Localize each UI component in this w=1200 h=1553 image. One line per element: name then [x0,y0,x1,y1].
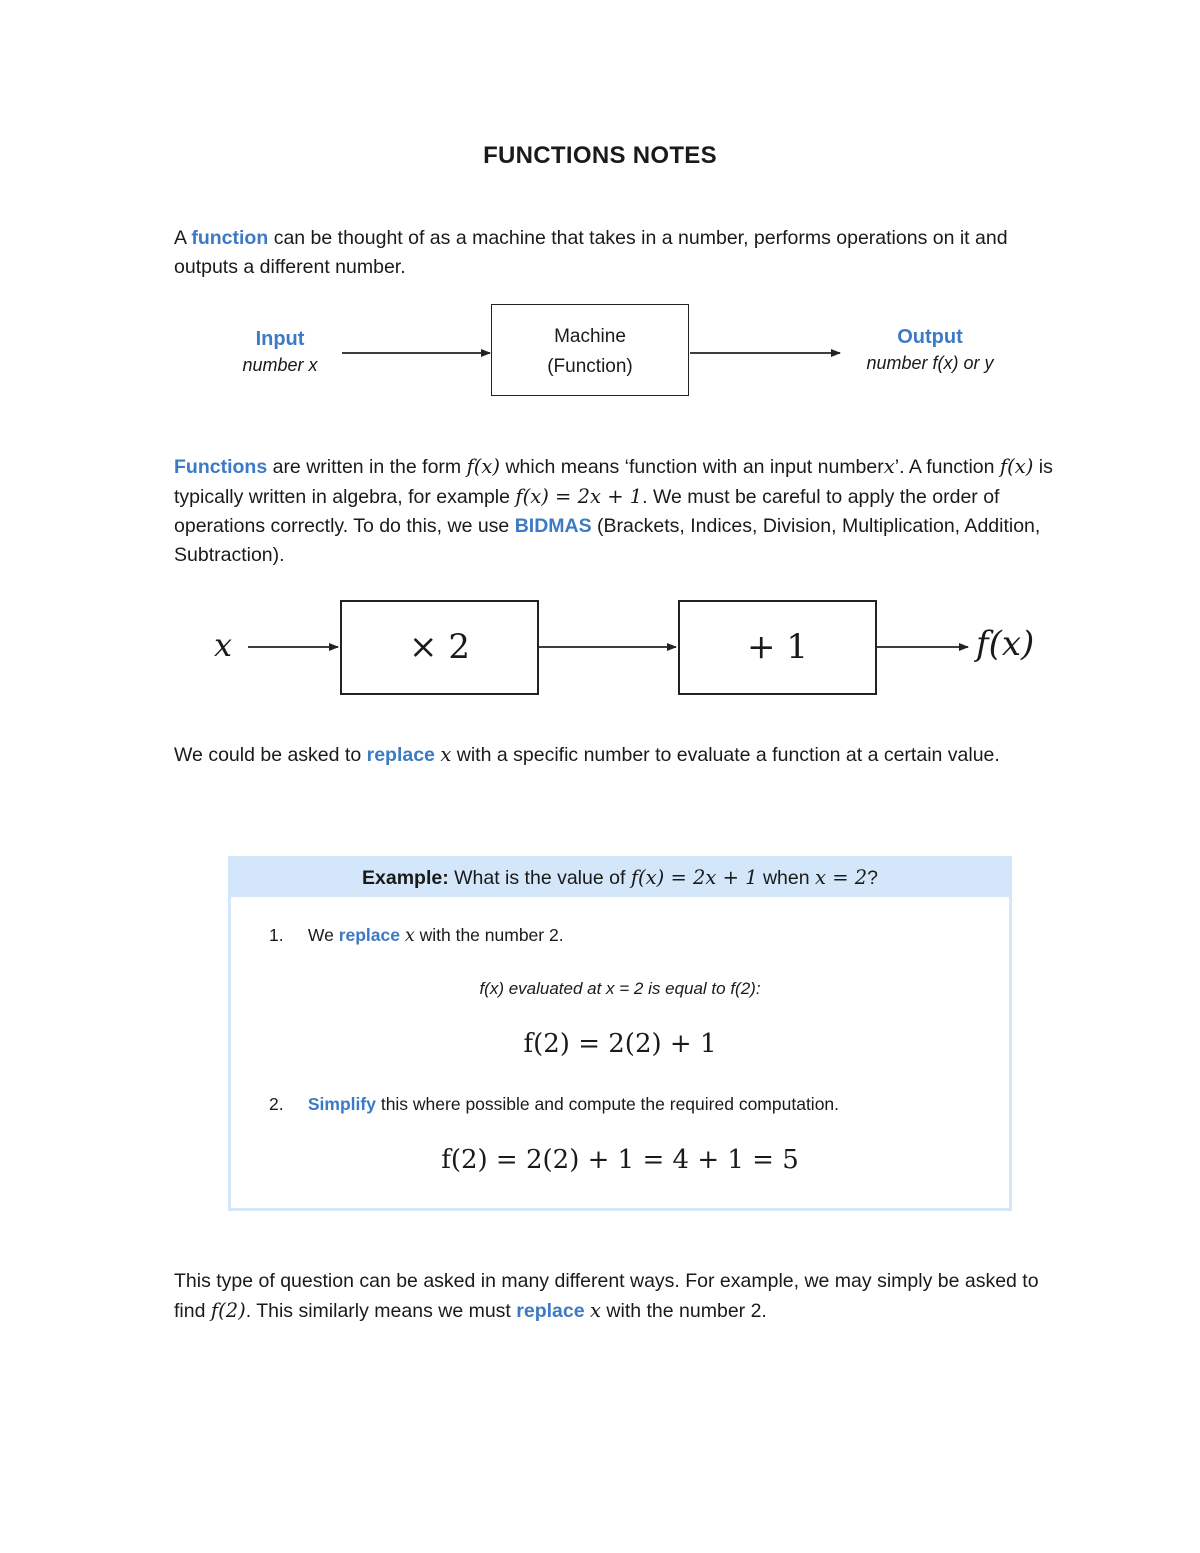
keyword-replace: replace [366,744,435,766]
step-2-keyword-simplify: Simplify [307,1094,376,1114]
page-title: FUNCTIONS NOTES [483,142,717,169]
keyword-function: function [191,227,269,249]
example-question-math-1: f(x) = 2x + 1 [630,866,758,889]
machine-line1: Machine [554,326,626,347]
intro-rest: can be thought of as a machine that takes in a number, performs operations on it and outputs a different number. [174,227,1008,278]
step-1-text-a: We [307,925,334,945]
replace-paragraph [174,740,1074,770]
replace-text-1: We could be asked to [174,744,362,766]
evaluation-note: f(x) evaluated at x = 2 is equal to f(2): [479,979,761,998]
plus-one-box: + 1 [678,600,877,695]
functions-text-3: ’. A function [894,456,995,478]
equation-1: f(2) = 2(2) + 1 [523,1029,717,1059]
functions-text-2: which means ‘function with an input number [505,456,884,478]
example-question-3: ? [867,867,878,889]
math-x-1: x [883,455,895,478]
replace-text-2: with a specific number to evaluate a function at a certain value. [456,744,1000,766]
keyword-bidmas: BIDMAS [514,515,592,537]
example-box [228,856,1012,1211]
diagram-output-fx: f(x) [976,624,1035,664]
input-subtext: number x [242,355,318,375]
input-heading: Input [255,328,305,350]
step-1-keyword-replace: replace [338,925,400,945]
math-fx-2: f(x) [999,455,1034,478]
closing-text-1: This type of question can be asked in many different ways. For example, we may simply be asked to find [174,1270,1039,1322]
diagram-input-x: x [214,626,233,664]
functions-text-6: (Brackets, Indices, Division, Multiplication, Addition, Subtraction). [174,515,1041,566]
closing-text-2: . This similarly means we must [245,1300,511,1322]
math-f2: f(2) [210,1299,246,1322]
functions-text-1: are written in the form [272,456,462,478]
step-2-number: 2. [269,1094,284,1114]
closing-paragraph [174,1267,1074,1326]
closing-text-3: with the number 2. [606,1300,767,1322]
equation-2: f(2) = 2(2) + 1 = 4 + 1 = 5 [441,1145,799,1175]
keyword-replace-2: replace [516,1300,585,1322]
times-two-box: × 2 [340,600,539,695]
example-header [231,859,1009,897]
step-1-text-b: with the number 2. [419,925,564,945]
functions-text-5: . We must be careful to apply the order of operations correctly. To do this, we use [174,486,1000,537]
math-x-3: x [590,1299,601,1322]
output-subtext: number f(x) or y [866,353,994,373]
example-step-1 [269,925,564,946]
step-1-number: 1. [269,925,284,945]
example-label: Example: [362,867,449,889]
math-fx-1: f(x) [466,455,501,478]
intro-a: A [174,227,186,249]
functions-paragraph [174,452,1074,570]
math-x-2: x [440,743,452,766]
example-question-2: when [762,867,810,889]
step-1-math-x: x [404,926,415,946]
example-question-1: What is the value of [454,867,626,889]
step-2-text: this where possible and compute the required computation. [380,1094,840,1114]
example-step-2 [269,1094,839,1115]
functions-text-4: is typically written in algebra, for example [174,456,1053,508]
math-example-function: f(x) = 2x + 1 [515,485,643,508]
output-heading: Output [897,326,963,348]
machine-line2: (Function) [547,356,633,377]
keyword-functions: Functions [174,456,268,478]
example-question-math-2: x = 2 [815,866,868,889]
